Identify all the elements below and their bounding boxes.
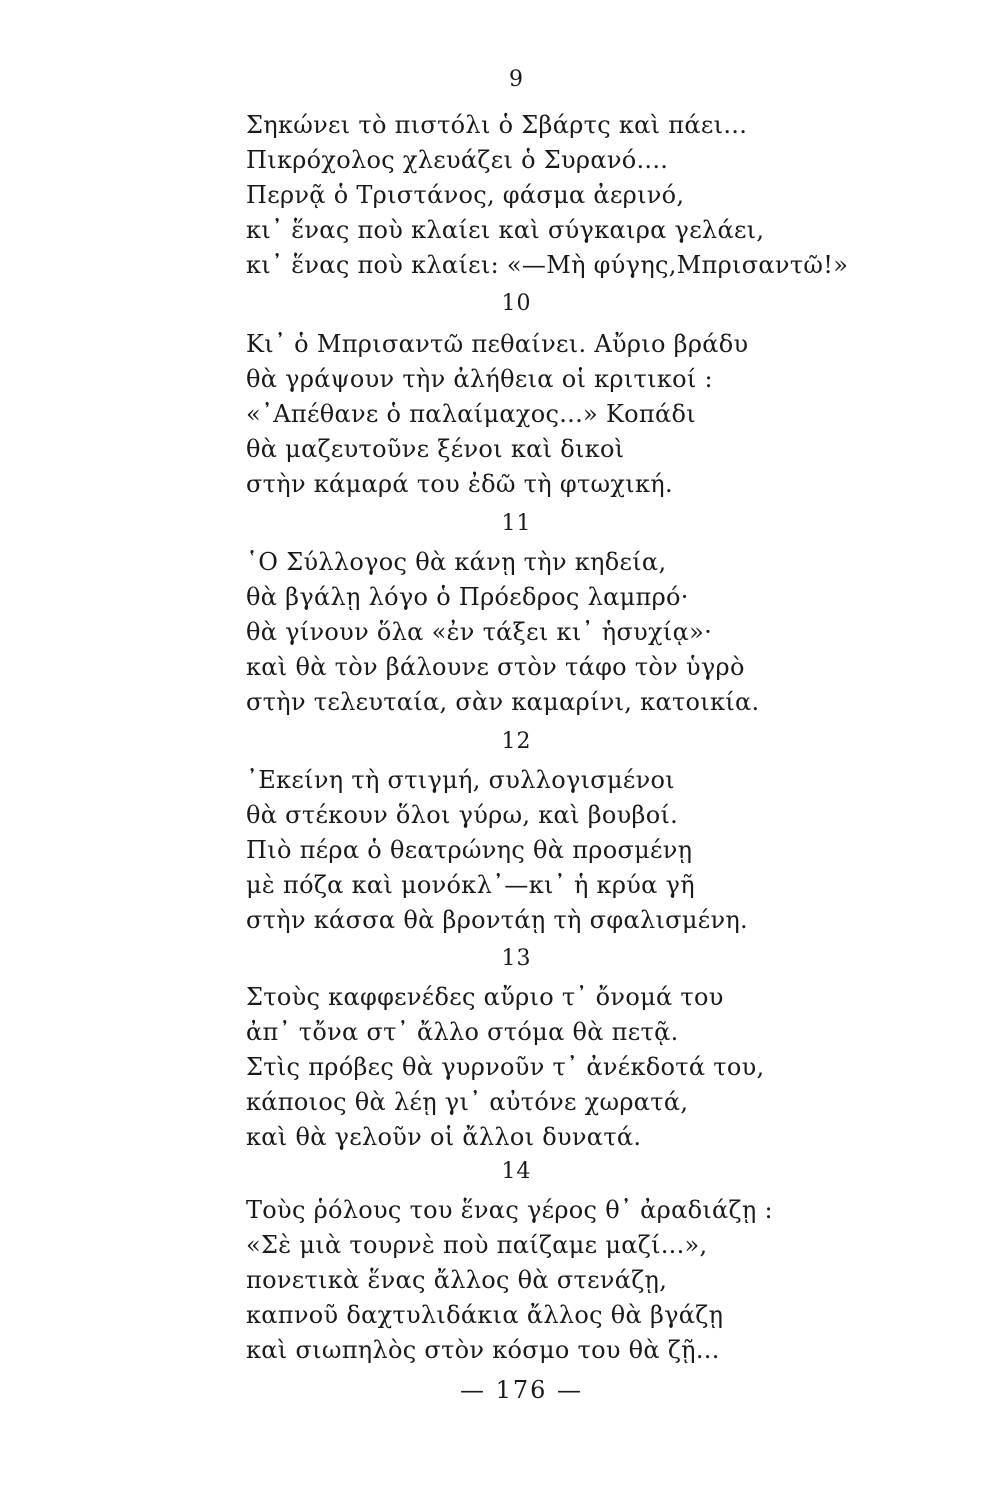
verse-line: καὶ θὰ τὸν βάλουνε στὸν τάφο τὸν ὑγρὸ xyxy=(246,653,745,681)
verse-line: ᾿Εκείνη τὴ στιγμή, συλλογισμένοι xyxy=(246,766,675,794)
verse-line: στὴν κάσσα θὰ βροντάῃ τὴ σφαλισμένη. xyxy=(246,906,748,934)
verse-line: θὰ στέκουν ὅλοι γύρω, καὶ βουβοί. xyxy=(246,801,679,829)
stanza-number: 13 xyxy=(501,946,532,971)
verse-line: Τοὺς ῥόλους του ἕνας γέρος θ᾽ ἀραδιάζῃ : xyxy=(246,1196,773,1224)
verse-line: Περνᾷ ὁ Τριστάνος, φάσμα ἀερινό, xyxy=(246,181,685,209)
verse-line: καπνοῦ δαχτυλιδάκια ἄλλος θὰ βγάζῃ xyxy=(246,1301,724,1329)
stanza xyxy=(246,763,946,938)
stanza-number: 10 xyxy=(501,291,532,316)
verse-line: πονετικὰ ἕνας ἄλλος θὰ στενάζῃ, xyxy=(246,1266,668,1294)
stanza-number: 14 xyxy=(501,1159,532,1184)
verse-line: καὶ σιωπηλὸς στὸν κόσμο του θὰ ζῇ... xyxy=(246,1336,720,1364)
stanza xyxy=(246,108,946,283)
verse-line: θὰ γράψουν τὴν ἀλήθεια οἱ κριτικοί : xyxy=(246,365,713,393)
stanza-number: 9 xyxy=(509,67,524,92)
verse-line: κάποιος θὰ λέῃ γι᾽ αὐτόνε χωρατά, xyxy=(246,1088,689,1116)
verse-line: Κι᾽ ὁ Μπρισαντῶ πεθαίνει. Αὔριο βράδυ xyxy=(246,330,749,358)
verse-line: ἀπ᾽ τὄνα στ᾽ ἄλλο στόμα θὰ πετᾷ. xyxy=(246,1018,679,1046)
verse-line: καὶ θὰ γελοῦν οἱ ἄλλοι δυνατά. xyxy=(246,1123,642,1151)
stanza xyxy=(246,1193,946,1368)
verse-line: θὰ βγάλῃ λόγο ὁ Πρόεδρος λαμπρό· xyxy=(246,583,689,611)
verse-line: ῾Ο Σύλλογος θὰ κάνῃ τὴν κηδεία, xyxy=(246,548,667,576)
verse-line: στὴν κάμαρά του ἐδῶ τὴ φτωχική. xyxy=(246,470,673,498)
verse-line: Στὶς πρόβες θὰ γυρνοῦν τ᾽ ἀνέκδοτά του, xyxy=(246,1053,765,1081)
verse-line: θὰ γίνουν ὅλα «ἐν τάξει κι᾽ ἡσυχίᾳ»· xyxy=(246,618,713,646)
stanza xyxy=(246,980,946,1155)
verse-line: Σηκώνει τὸ πιστόλι ὁ Σβάρτς καὶ πάει... xyxy=(246,111,748,139)
verse-line: θὰ μαζευτοῦνε ξένοι καὶ δικοὶ xyxy=(246,435,625,463)
verse-line: μὲ πόζα καὶ μονόκλ᾽—κι᾽ ἡ κρύα γῆ xyxy=(246,871,695,899)
stanza-number: 11 xyxy=(501,511,532,536)
page-number: — 176 — xyxy=(459,1376,584,1404)
verse-line: κι᾽ ἕνας ποὺ κλαίει: «—Μὴ φύγης,Μπρισαντῶ!» xyxy=(246,251,849,279)
verse-line: Πιὸ πέρα ὁ θεατρώνης θὰ προσμένῃ xyxy=(246,836,693,864)
verse-line: στὴν τελευταία, σὰν καμαρίνι, κατοικία. xyxy=(246,688,760,716)
stanza xyxy=(246,545,946,720)
verse-line: Πικρόχολος χλευάζει ὁ Συρανό.... xyxy=(246,146,669,174)
verse-line: «᾿Απέθανε ὁ παλαίμαχος...» Κοπάδι xyxy=(246,400,696,428)
stanza-number: 12 xyxy=(501,729,532,754)
verse-line: Στοὺς καφφενέδες αὔριο τ᾽ ὄνομά του xyxy=(246,983,724,1011)
stanza xyxy=(246,327,946,502)
verse-line: «Σὲ μιὰ τουρνὲ ποὺ παίζαμε μαζί...», xyxy=(246,1231,708,1259)
verse-line: κι᾽ ἕνας ποὺ κλαίει καὶ σύγκαιρα γελάει, xyxy=(246,216,765,244)
